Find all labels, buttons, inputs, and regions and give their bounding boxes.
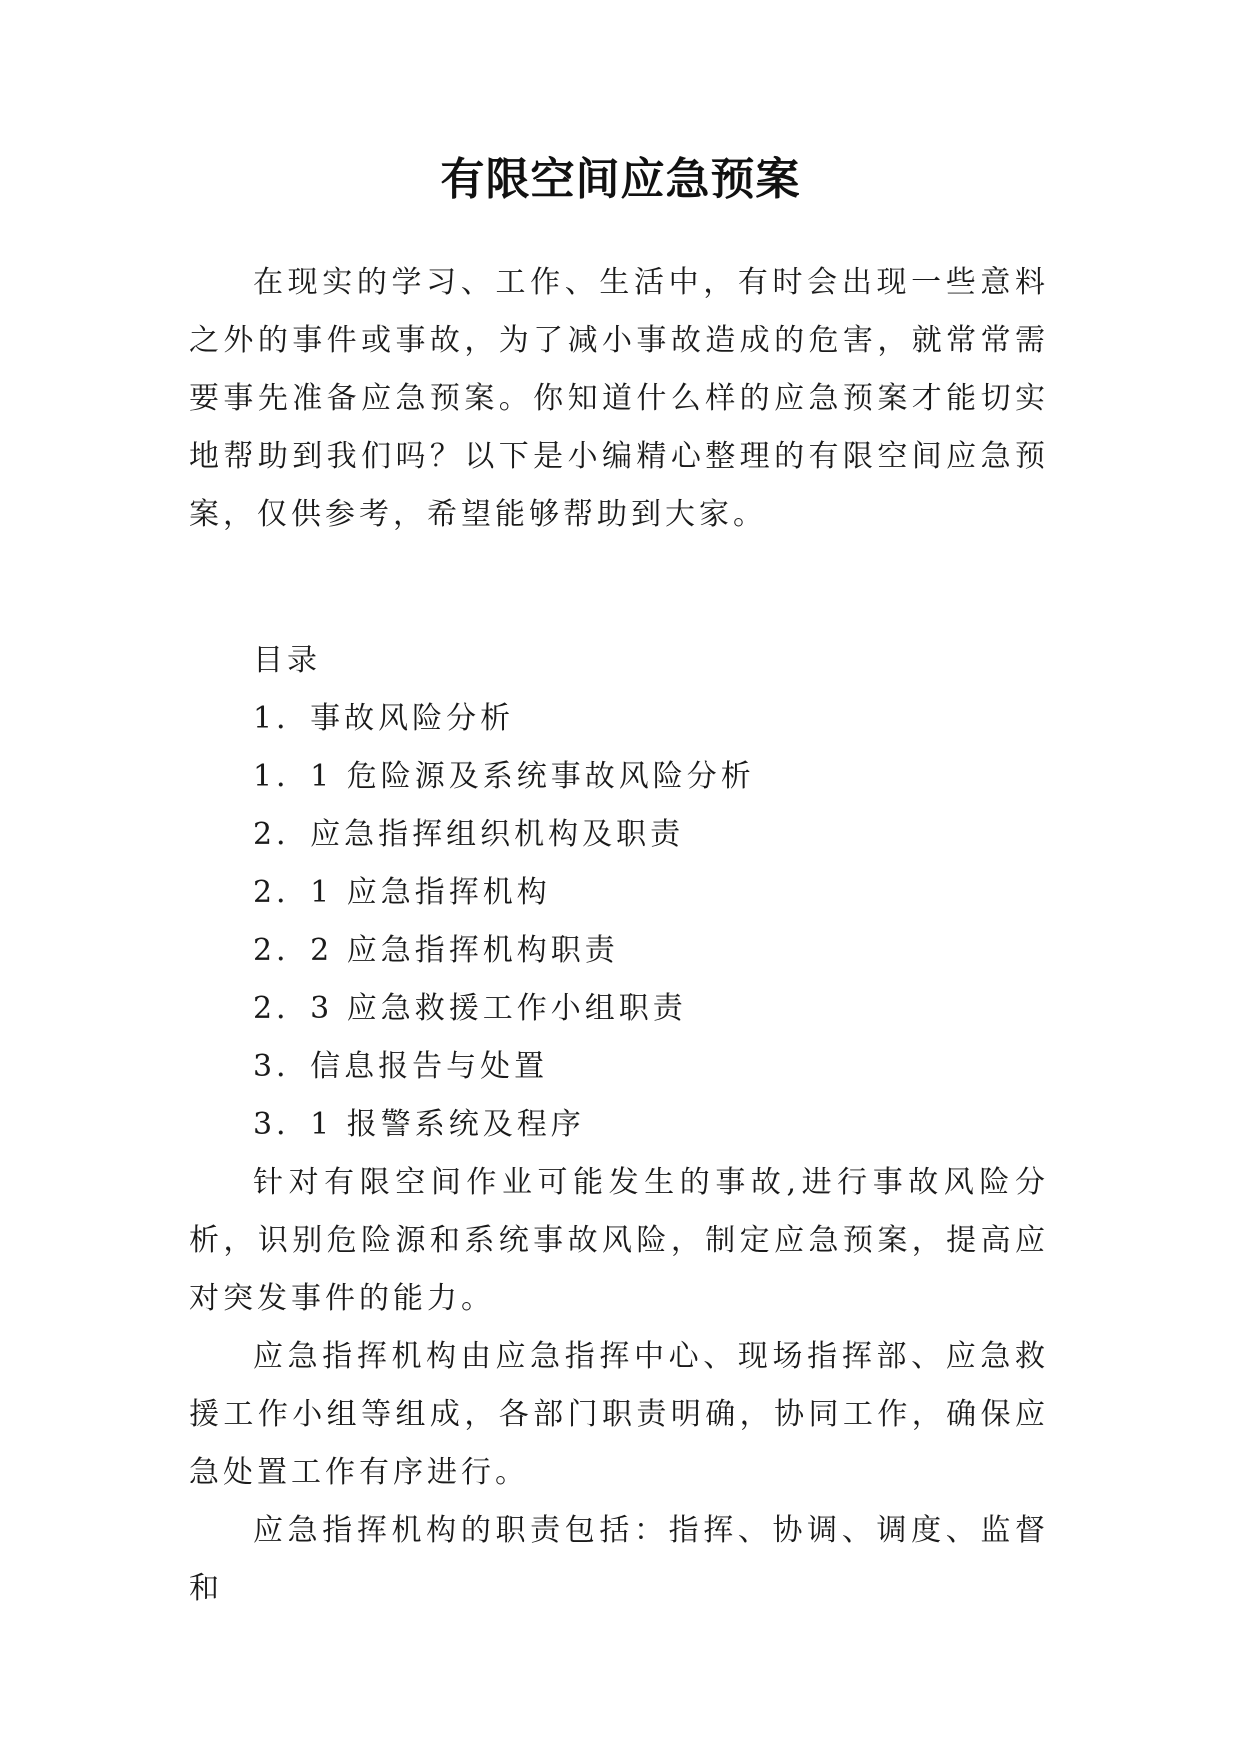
- body-paragraph: 应急指挥机构的职责包括：指挥、协调、调度、监督和: [189, 1513, 1049, 1606]
- toc-item: 2．1 应急指挥机构: [253, 875, 551, 910]
- toc-item: 3．信息报告与处置: [253, 1049, 549, 1084]
- document-title: 有限空间应急预案: [440, 154, 801, 205]
- intro-paragraph: 在现实的学习、工作、生活中，有时会出现一些意料之外的事件或事故，为了减小事故造成的危害，就常常需要事先准备应急预案。你知道什么样的应急预案才能切实地帮助到我们吗？以下是小编精心整理的有限空间应急预案，仅供参考，希望能够帮助到大家。: [189, 265, 1049, 532]
- table-of-contents: [253, 632, 755, 1154]
- body-paragraph: 针对有限空间作业可能发生的事故,进行事故风险分析，识别危险源和系统事故风险，制定应急预案，提高应对突发事件的能力。: [189, 1165, 1049, 1316]
- toc-item: 2．3 应急救援工作小组职责: [253, 991, 687, 1026]
- toc-item: 2．应急指挥组织机构及职责: [253, 817, 685, 852]
- body-paragraph: 应急指挥机构由应急指挥中心、现场指挥部、应急救援工作小组等组成，各部门职责明确，协同工作，确保应急处置工作有序进行。: [189, 1339, 1049, 1490]
- toc-item: 2．2 应急指挥机构职责: [253, 933, 619, 968]
- toc-item: 1．1 危险源及系统事故风险分析: [253, 759, 755, 794]
- toc-item: 1．事故风险分析: [253, 701, 515, 736]
- toc-heading: 目录: [253, 643, 321, 678]
- toc-item: 3．1 报警系统及程序: [253, 1107, 585, 1142]
